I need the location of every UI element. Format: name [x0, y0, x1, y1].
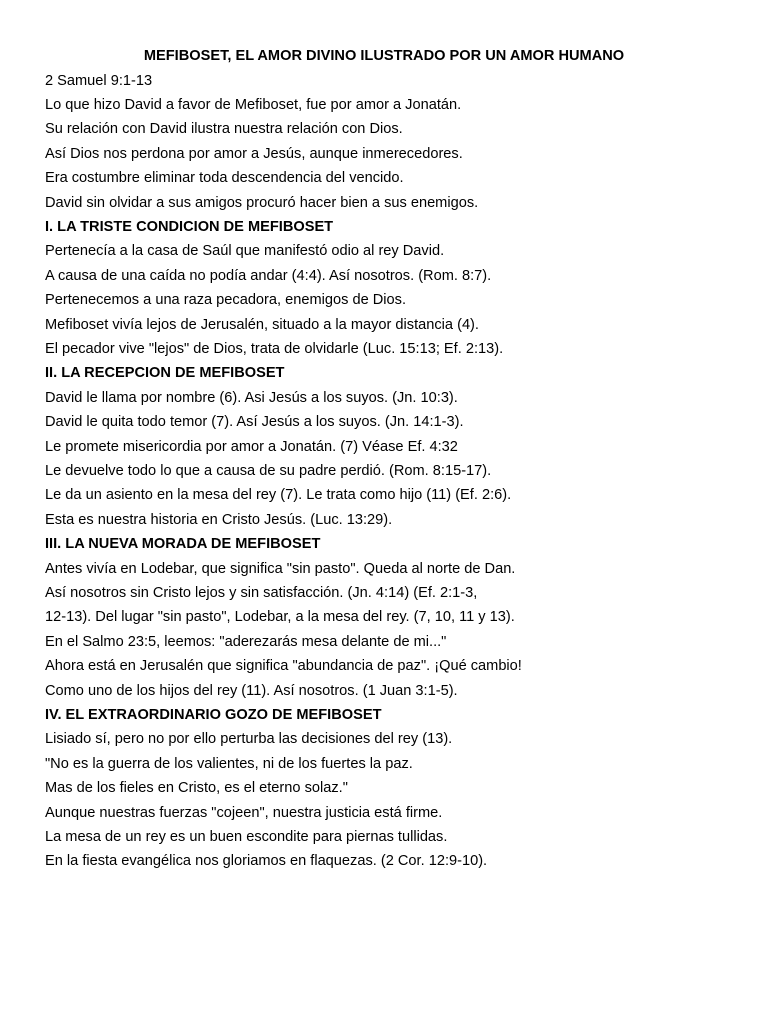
text-line: Aunque nuestras fuerzas "cojeen", nuestra justicia está firme.	[45, 804, 443, 821]
text-line: Le promete misericordia por amor a Jonatán. (7) Véase Ef. 4:32	[45, 438, 458, 455]
text-line: Su relación con David ilustra nuestra relación con Dios.	[45, 121, 403, 138]
text-line: Mefiboset vivía lejos de Jerusalén, situado a la mayor distancia (4).	[45, 316, 479, 333]
text-line: Como uno de los hijos del rey (11). Así nosotros. (1 Juan 3:1-5).	[45, 682, 458, 699]
text-line: Lo que hizo David a favor de Mefiboset, fue por amor a Jonatán.	[45, 96, 462, 113]
text-line: David le llama por nombre (6). Asi Jesús a los suyos. (Jn. 10:3).	[45, 389, 458, 406]
text-line: Le da un asiento en la mesa del rey (7). Le trata como hijo (11) (Ef. 2:6).	[45, 487, 512, 504]
text-line: 2 Samuel 9:1-13	[45, 72, 153, 89]
section-heading: I. LA TRISTE CONDICION DE MEFIBOSET	[45, 218, 334, 235]
text-line: Le devuelve todo lo que a causa de su padre perdió. (Rom. 8:15-17).	[45, 462, 492, 479]
text-line: David sin olvidar a sus amigos procuró hacer bien a sus enemigos.	[45, 194, 479, 211]
text-line: Pertenecemos a una raza pecadora, enemigos de Dios.	[45, 292, 407, 309]
text-line: 12-13). Del lugar "sin pasto", Lodebar, a la mesa del rey. (7, 10, 11 y 13).	[45, 609, 515, 626]
text-line: Ahora está en Jerusalén que significa "abundancia de paz". ¡Qué cambio!	[45, 658, 522, 675]
text-line: "No es la guerra de los valientes, ni de los fuertes la paz.	[45, 755, 413, 772]
text-line: Así nosotros sin Cristo lejos y sin satisfacción. (Jn. 4:14) (Ef. 2:1-3,	[45, 584, 478, 601]
text-line: En el Salmo 23:5, leemos: "aderezarás mesa delante de mi..."	[45, 633, 447, 650]
text-line: Pertenecía a la casa de Saúl que manifestó odio al rey David.	[45, 243, 445, 260]
text-line: A causa de una caída no podía andar (4:4). Así nosotros. (Rom. 8:7).	[45, 267, 492, 284]
text-line: El pecador vive "lejos" de Dios, trata de olvidarle (Luc. 15:13; Ef. 2:13).	[45, 340, 504, 357]
text-line: Lisiado sí, pero no por ello perturba las decisiones del rey (13).	[45, 731, 453, 748]
section-heading: III. LA NUEVA MORADA DE MEFIBOSET	[45, 536, 321, 553]
section-heading: IV. EL EXTRAORDINARIO GOZO DE MEFIBOSET	[45, 706, 382, 723]
text-line: Antes vivía en Lodebar, que significa "sin pasto". Queda al norte de Dan.	[45, 560, 516, 577]
text-line: Era costumbre eliminar toda descendencia del vencido.	[45, 170, 404, 187]
text-line: La mesa de un rey es un buen escondite para piernas tullidas.	[45, 828, 448, 845]
document-title: MEFIBOSET, EL AMOR DIVINO ILUSTRADO POR UN AMOR HUMANO	[143, 48, 625, 64]
text-line: En la fiesta evangélica nos gloriamos en flaquezas. (2 Cor. 12:9-10).	[45, 853, 488, 870]
section-heading: II. LA RECEPCION DE MEFIBOSET	[45, 365, 285, 382]
text-line: Así Dios nos perdona por amor a Jesús, aunque inmerecedores.	[45, 145, 463, 162]
text-line: Mas de los fieles en Cristo, es el eterno solaz."	[45, 780, 348, 797]
text-line: David le quita todo temor (7). Así Jesús a los suyos. (Jn. 14:1-3).	[45, 414, 464, 431]
text-line: Esta es nuestra historia en Cristo Jesús. (Luc. 13:29).	[45, 511, 393, 528]
